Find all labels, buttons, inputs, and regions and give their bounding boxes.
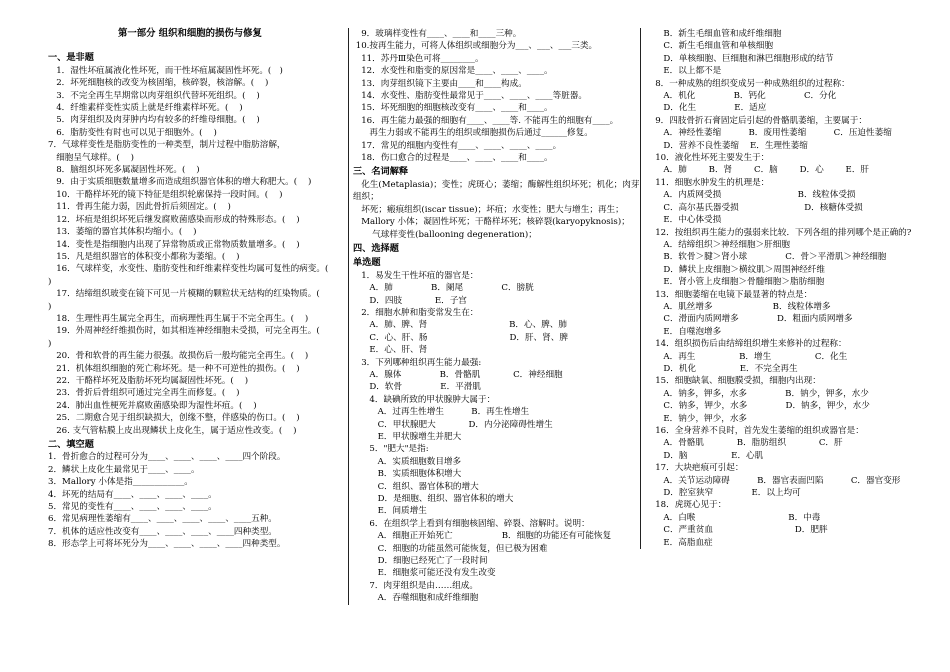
section-heading: 四、选择题 (353, 242, 399, 254)
text-line: B．软骨＞腱＞肾小球 C．骨＞平滑肌＞神经细胞 (647, 252, 887, 263)
column-left (48, 28, 340, 551)
text-line: 10．干酪样坏死的镜下特征是组织轮廓保持一段时间。( ) (48, 189, 283, 200)
text-line: 3．Mallory 小体是指____________。 (48, 477, 193, 488)
text-line: 6．脂肪变性有时也可以见于细胞外。( ) (48, 127, 217, 138)
text-line: 8．脑组织坏死多属凝固性坏死。( ) (48, 165, 200, 176)
text-line: C．新生毛细血管和单核细胞 (647, 41, 774, 52)
text-line: 22．干酪样坏死及脂肪坏死均属凝固性坏死。( ) (48, 375, 249, 386)
text-line: 5．"肥大"是指: (353, 444, 429, 455)
text-line: 17．大块疤痕可引起： (647, 463, 744, 474)
text-line: 16．再生能力最强的细胞有____、____等. 不能再生的细胞有____。 (353, 115, 619, 126)
text-line: C．甲状腺肥大 D．内分泌障碍性增生 (353, 419, 553, 430)
text-line: D．化生 E．适应 (647, 103, 767, 114)
text-line: 21．机体组织细胞的死亡称坏死。是一种不可逆性的损伤。( ) (48, 363, 300, 374)
text-line: 坏死；瘢痕组织(iscar tissue)；坏疽；水变性；肥大与增生；再生； (353, 204, 624, 215)
text-line: 17．常见的细胞内变性有____、____、____、____。 (353, 140, 562, 151)
text-line: A．钠多，钾多，水多 B．钠少，钾多，水少 (647, 388, 869, 399)
text-line: 2．鳞状上皮化生最常见于____、____。 (48, 464, 200, 475)
text-line: 1．骨折愈合的过程可分为____、____、____、____四个阶段。 (48, 452, 286, 463)
text-line: 7．肉芽组织是由……组成。 (353, 580, 478, 591)
text-line: 1．湿性坏疽属液化性坏死，而干性坏疽属凝固性坏死。( ) (48, 65, 283, 76)
text-line: A．再生 B．增生 C．化生 (647, 351, 848, 362)
text-line: D．软骨 E．平滑肌 (353, 382, 481, 393)
text-line: C．高尔基氏器受损 D．核糖体受损 (647, 202, 863, 213)
text-line: 16．全身营养不良时，首先发生萎缩的组织或器官是： (647, 426, 864, 436)
text-line: A．肺 B．阑尾 C．膀胱 (353, 283, 534, 294)
text-line: 4．坏死的结局有____、____、____、____。 (48, 489, 217, 500)
text-line: E．心、肝、肾 (353, 345, 428, 356)
text-line: 16．气球样变，水变性、脂肪变性和纤维素样变性均属可复性的病变。( ) (48, 264, 340, 287)
text-line: 9．四肢骨折石膏固定后引起的骨骼肌萎缩，主要属于： (647, 115, 867, 126)
text-line: A．机化 B．钙化 C．分化 (647, 91, 837, 102)
text-line: C．细胞的功能虽然可能恢复，但已极为困难 (353, 543, 548, 554)
section-heading: 三、名词解释 (353, 166, 409, 178)
text-line: E．自噬泡增多 (647, 326, 722, 337)
text-line: 12．水变性和脂变的原因常是____、____、____。 (353, 66, 553, 77)
text-line: A．内质网受损 B．线粒体受损 (647, 190, 856, 201)
text-line: 9．由于实质细胞数量增多而造成组织器官体积的增大称肥大。( ) (48, 177, 312, 188)
text-line: 25．二期愈合见于组织缺损大，创缘不整，伴感染的伤口。( ) (48, 413, 300, 424)
text-line: A．骨骼肌 B．脂肪组织 C．肝 (647, 438, 843, 449)
text-line: 9．玻璃样变性有____、____和____三种。 (353, 29, 522, 39)
text-line: E．间质增生 (353, 506, 427, 517)
text-line: 3．不完全再生早期常以肉芽组织代替坏死组织。( ) (48, 90, 260, 101)
text-line: A．实质细胞数目增多 (353, 456, 462, 467)
text-line: 11．苏丹Ⅲ染色可将________。 (353, 53, 484, 64)
text-line: 14．变性是指细胞内出现了异常物质或正常物质数量增多。( ) (48, 239, 300, 250)
text-line: E．中心体受损 (647, 215, 722, 226)
text-line: D．脑 E．心肌 (647, 450, 764, 461)
section-heading: 单选题 (353, 257, 381, 269)
text-line: 15．凡是组织器官的体积变小都称为萎缩。( ) (48, 251, 240, 262)
text-line: 10．液化性坏死主要发生于： (647, 153, 770, 164)
text-line: C．滑面内质网增多 D．粗面内质网增多 (647, 314, 853, 325)
text-line: C．心、肝、肠 D．肝、肾、脾 (353, 332, 568, 343)
text-line: 18．伤口愈合的过程是____、____、____和____。 (353, 153, 553, 164)
text-line: A．肺、脾、肾 B．心、脾、肺 (353, 320, 567, 331)
text-line: 23．骨折后骨组织可通过完全再生而修复。( ) (48, 388, 240, 399)
text-line: 13．萎缩的器官其体积均缩小。( ) (48, 227, 197, 238)
text-line: 13．细胞萎缩在电镜下最显著的特点是： (647, 289, 813, 300)
text-line: A．神经性萎缩 B．废用性萎缩 C．压迫性萎缩 (647, 128, 892, 139)
text-line: 14．组织损伤后由结缔组织增生来修补的过程称： (647, 339, 847, 350)
page-title: 第一部分 组织和细胞的损伤与修复 (118, 28, 262, 39)
text-line: D．机化 E．不完全再生 (647, 363, 798, 374)
section-heading: 二、填空题 (48, 439, 94, 450)
text-line: 7．气球样变性是脂肪变性的一种类型，制片过程中脂肪溶解， (48, 140, 286, 151)
text-line: 20．骨和软骨的再生能力很强。故损伤后一般均能完全再生。( ) (48, 351, 309, 362)
text-line: 6．在组织学上看到有细胞核固缩、碎裂、溶解时。说明： (353, 518, 590, 529)
text-line: D．营养不良性萎缩 E．生理性萎缩 (647, 140, 808, 151)
text-line: D．鳞状上皮细胞＞横纹肌＞周围神经纤维 (647, 264, 825, 275)
text-line: A．白喉 B．中毒 (647, 512, 821, 523)
text-line: 5．肉芽组织及肉芽肿内均有较多的纤维母细胞。( ) (48, 115, 260, 126)
text-line: 6．常见病理性萎缩有____、____、____、____、____五种。 (48, 514, 277, 525)
text-line: 8．形态学上可将坏死分为____、____、____、____四种类型。 (48, 539, 286, 550)
text-line: 24．肺出血性梗死并腐败菌感染即为湿性坏疽。( ) (48, 400, 257, 411)
text-line: 7．机体的适应性改变有____、____、____、____四种类型。 (48, 526, 277, 537)
text-line: 1．易发生干性坏疽的器官是： (353, 270, 479, 281)
text-line: 26. 支气管粘膜上皮出现鳞状上皮化生，属于适应性改变。( ) (48, 425, 297, 436)
text-line: D．是细胞、组织、器官体积的增大 (353, 494, 514, 505)
text-line: A．腺体 B．骨骼肌 C．神经细胞 (353, 369, 563, 380)
text-line: 12．按组织再生能力的强弱来比较．下列各组的排列哪个是正确的? (647, 227, 912, 238)
text-line: 18．生理性再生属完全再生，而病理性再生属于不完全再生。( ) (48, 313, 309, 324)
text-line: Mallory 小体；凝固性坏死；干酪样坏死；核碎裂(karyopyknosis)； (353, 217, 630, 228)
text-line: C．严重贫血 D．肥胖 (647, 525, 828, 536)
column-right-lines (647, 28, 913, 549)
text-line: 5．常见的变性有____、____、____、____。 (48, 502, 217, 513)
text-line: 再生力弱或不能再生的组织或细胞损伤后通过______修复。 (353, 128, 593, 139)
text-line: 化生(Metaplasia)；变性；虎斑心；萎缩；酶解性组织坏死；机化；肉芽组织； (353, 179, 640, 203)
text-line: 11．骨再生能力弱，因此骨折后须固定。( ) (48, 202, 231, 213)
text-line: 2．细胞水肿和脂变常发生在： (353, 307, 479, 318)
text-line: E．细胞浆可能还没有发生改变 (353, 568, 496, 579)
section-heading: 一、是非题 (48, 52, 94, 64)
text-line: 2．坏死细胞核的改变为核固缩，核碎裂，核溶解。( ) (48, 78, 269, 89)
text-line: E．肾小管上皮细胞＞骨髓细胞＞脂肪细胞 (647, 277, 825, 288)
text-line: 18．虎斑心见于： (647, 500, 727, 511)
text-line: 19．外周神经纤维损伤时，如其相连神经细胞未受损，可完全再生。( ) (48, 326, 331, 349)
text-line: 8．一种成熟的组织变成另一种成熟组织的过程称： (647, 78, 850, 89)
text-line: E．钠少，钾少，水多 (647, 413, 748, 424)
text-line: A．过再生性增生 B．再生性增生 (353, 407, 530, 418)
text-line: 11．细胞水肿发生的机理是： (647, 177, 770, 188)
text-line: 17．结缔组织玻变在镜下可见一片模糊的颗粒状无结构的红染物质。( ) (48, 289, 331, 312)
text-line: A．肌丝增多 B．线粒体增多 (647, 301, 831, 312)
column-middle (348, 28, 641, 605)
text-line: B．新生毛细血管和成纤维细胞 (647, 29, 782, 39)
text-line: 15．坏死细胞的细胞核改变有____、____和____。 (353, 103, 553, 114)
text-line: D．四肢 E．子宫 (353, 295, 467, 306)
column-left-lines (48, 52, 340, 550)
text-line: 15．细胞缺氧、细胞膜受损，细胞内出现： (647, 376, 821, 387)
text-line: 4．纤维素样变性实质上就是纤维素样坏死。( ) (48, 103, 243, 114)
text-line: A．细胞正开始死亡 B．细胞的功能还有可能恢复 (353, 531, 612, 542)
text-line: D．腔室狭窄 E．以上均可 (647, 488, 801, 499)
text-line: D．单核细胞、巨细胞和淋巴细胞形成的结节 (647, 53, 834, 64)
text-line: E．甲状腺增生并肥大 (353, 432, 462, 442)
text-line: E．高脂血症 (647, 537, 713, 548)
text-line: C．钠多，钾少，水多 D．钠多，钾少，水少 (647, 401, 870, 412)
text-line: A．肺 B．肾 C．脑 D．心 E．肝 (647, 165, 870, 176)
text-line: D．细胞已经死亡了一段时间 (353, 556, 488, 567)
text-line: 10.按再生能力，可将人体组织或细胞分为___、___、___三类。 (353, 41, 598, 52)
text-line: E．以上都不是 (647, 66, 722, 77)
text-line: 细胞呈气球样。( ) (48, 152, 134, 163)
text-line: A．吞噬细胞和成纤维细胞 (353, 593, 479, 604)
text-line: 13．肉芽组织镜下主要由____和____构成。 (353, 78, 527, 89)
text-line: 4．缺碘所致的甲状腺肿大属于： (353, 394, 496, 405)
text-line: B．实质细胞体积增大 (353, 469, 462, 480)
column-middle-lines (353, 28, 641, 605)
text-line: 3．下列哪种组织再生能力最强: (353, 357, 482, 368)
text-line: 14．水变性、脂肪变性最常见于____、____、____等脏器。 (353, 91, 587, 102)
text-line: A．关节运动障碍 B．器官表面凹陷 C．器官变形 (647, 475, 901, 486)
text-line: A．结缔组织＞神经细胞＞肝细胞 (647, 239, 790, 250)
text-line: C．组织、器官体积的增大 (353, 481, 479, 492)
column-right (640, 28, 913, 549)
text-line: 12．坏疽是组织坏死后继发腐败菌感染而形成的特殊形态。( ) (48, 214, 300, 225)
text-line: 气球样变性(ballooning degeneration)； (353, 229, 537, 240)
